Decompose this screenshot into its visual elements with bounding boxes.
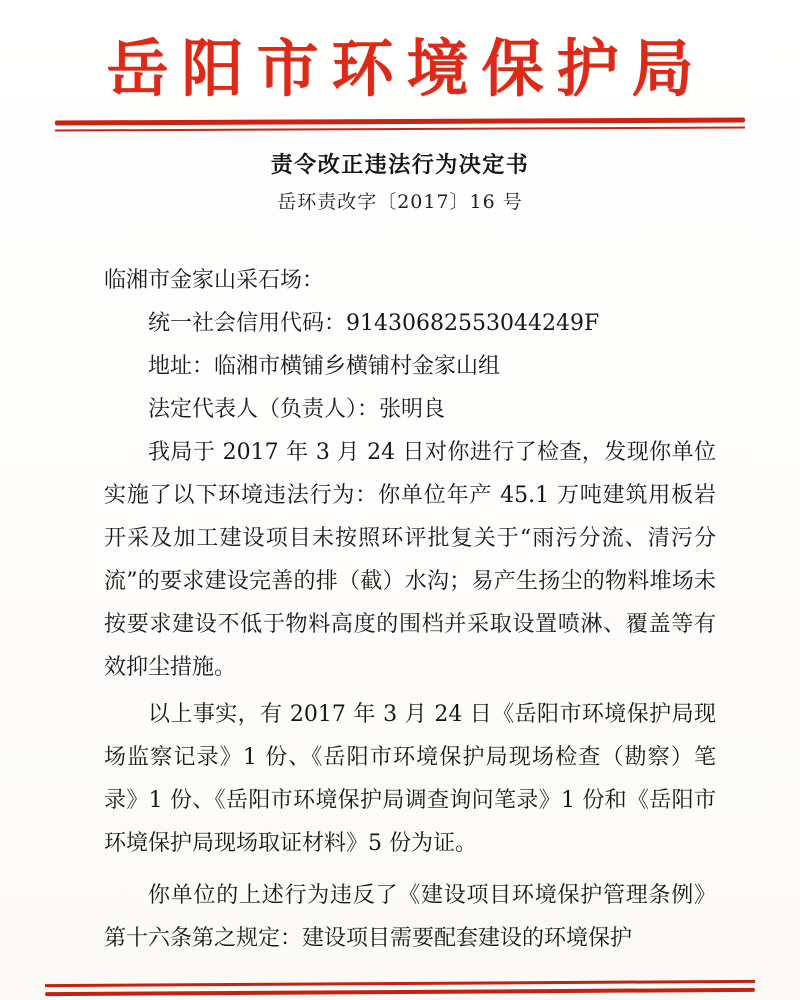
footer-line-thin [45,980,755,987]
document-number: 岳环责改字〔2017〕16 号 [277,191,523,213]
document-body [104,259,716,960]
divider-line-thick [55,117,745,125]
agency-name: 岳阳市环境保护局 [106,32,707,105]
letterhead-divider [55,117,745,131]
letterhead [0,34,800,130]
credit-code-line: 统一社会信用代码：91430682553044249F [148,311,600,336]
legal-representative-line: 法定代表人（负责人）：张明良 [148,397,446,422]
facts-paragraph: 我局于 2017 年 3 月 24 日对你进行了检查，发现你单位实施了以下环境违法行为：你单位年产 45.1 万吨建筑用板岩开采及加工建设项目未按照环评批复关于“雨污分流、清污分流”的要求建设完善的排（截）水沟；易产生扬尘的物料堆场未按要求建设不低于物料高度的围档并采取设置喷淋、覆盖等有效抑尘措施。 [104,440,716,680]
footer-line-thick [45,987,755,996]
document-title: 责令改正违法行为决定书 [270,152,530,178]
evidence-paragraph: 以上事实，有 2017 年 3 月 24 日《岳阳市环境保护局现场监察记录》1 份、《岳阳市环境保护局现场检查（勘察）笔录》1 份、《岳阳市环境保护局调查询问笔录》1 份和《岳阳市环境保护局现场取证材料》5 份为证。 [104,702,716,856]
divider-line-thin [55,126,745,131]
footer-divider [45,980,755,996]
address-line: 地址：临湘市横铺乡横铺村金家山组 [148,354,501,379]
violation-paragraph: 你单位的上述行为违反了《建设项目环境保护管理条例》第十六条第之规定：建设项目需要配套建设的环境保护 [104,883,716,951]
addressee-line: 临湘市金家山采石场： [104,268,325,293]
